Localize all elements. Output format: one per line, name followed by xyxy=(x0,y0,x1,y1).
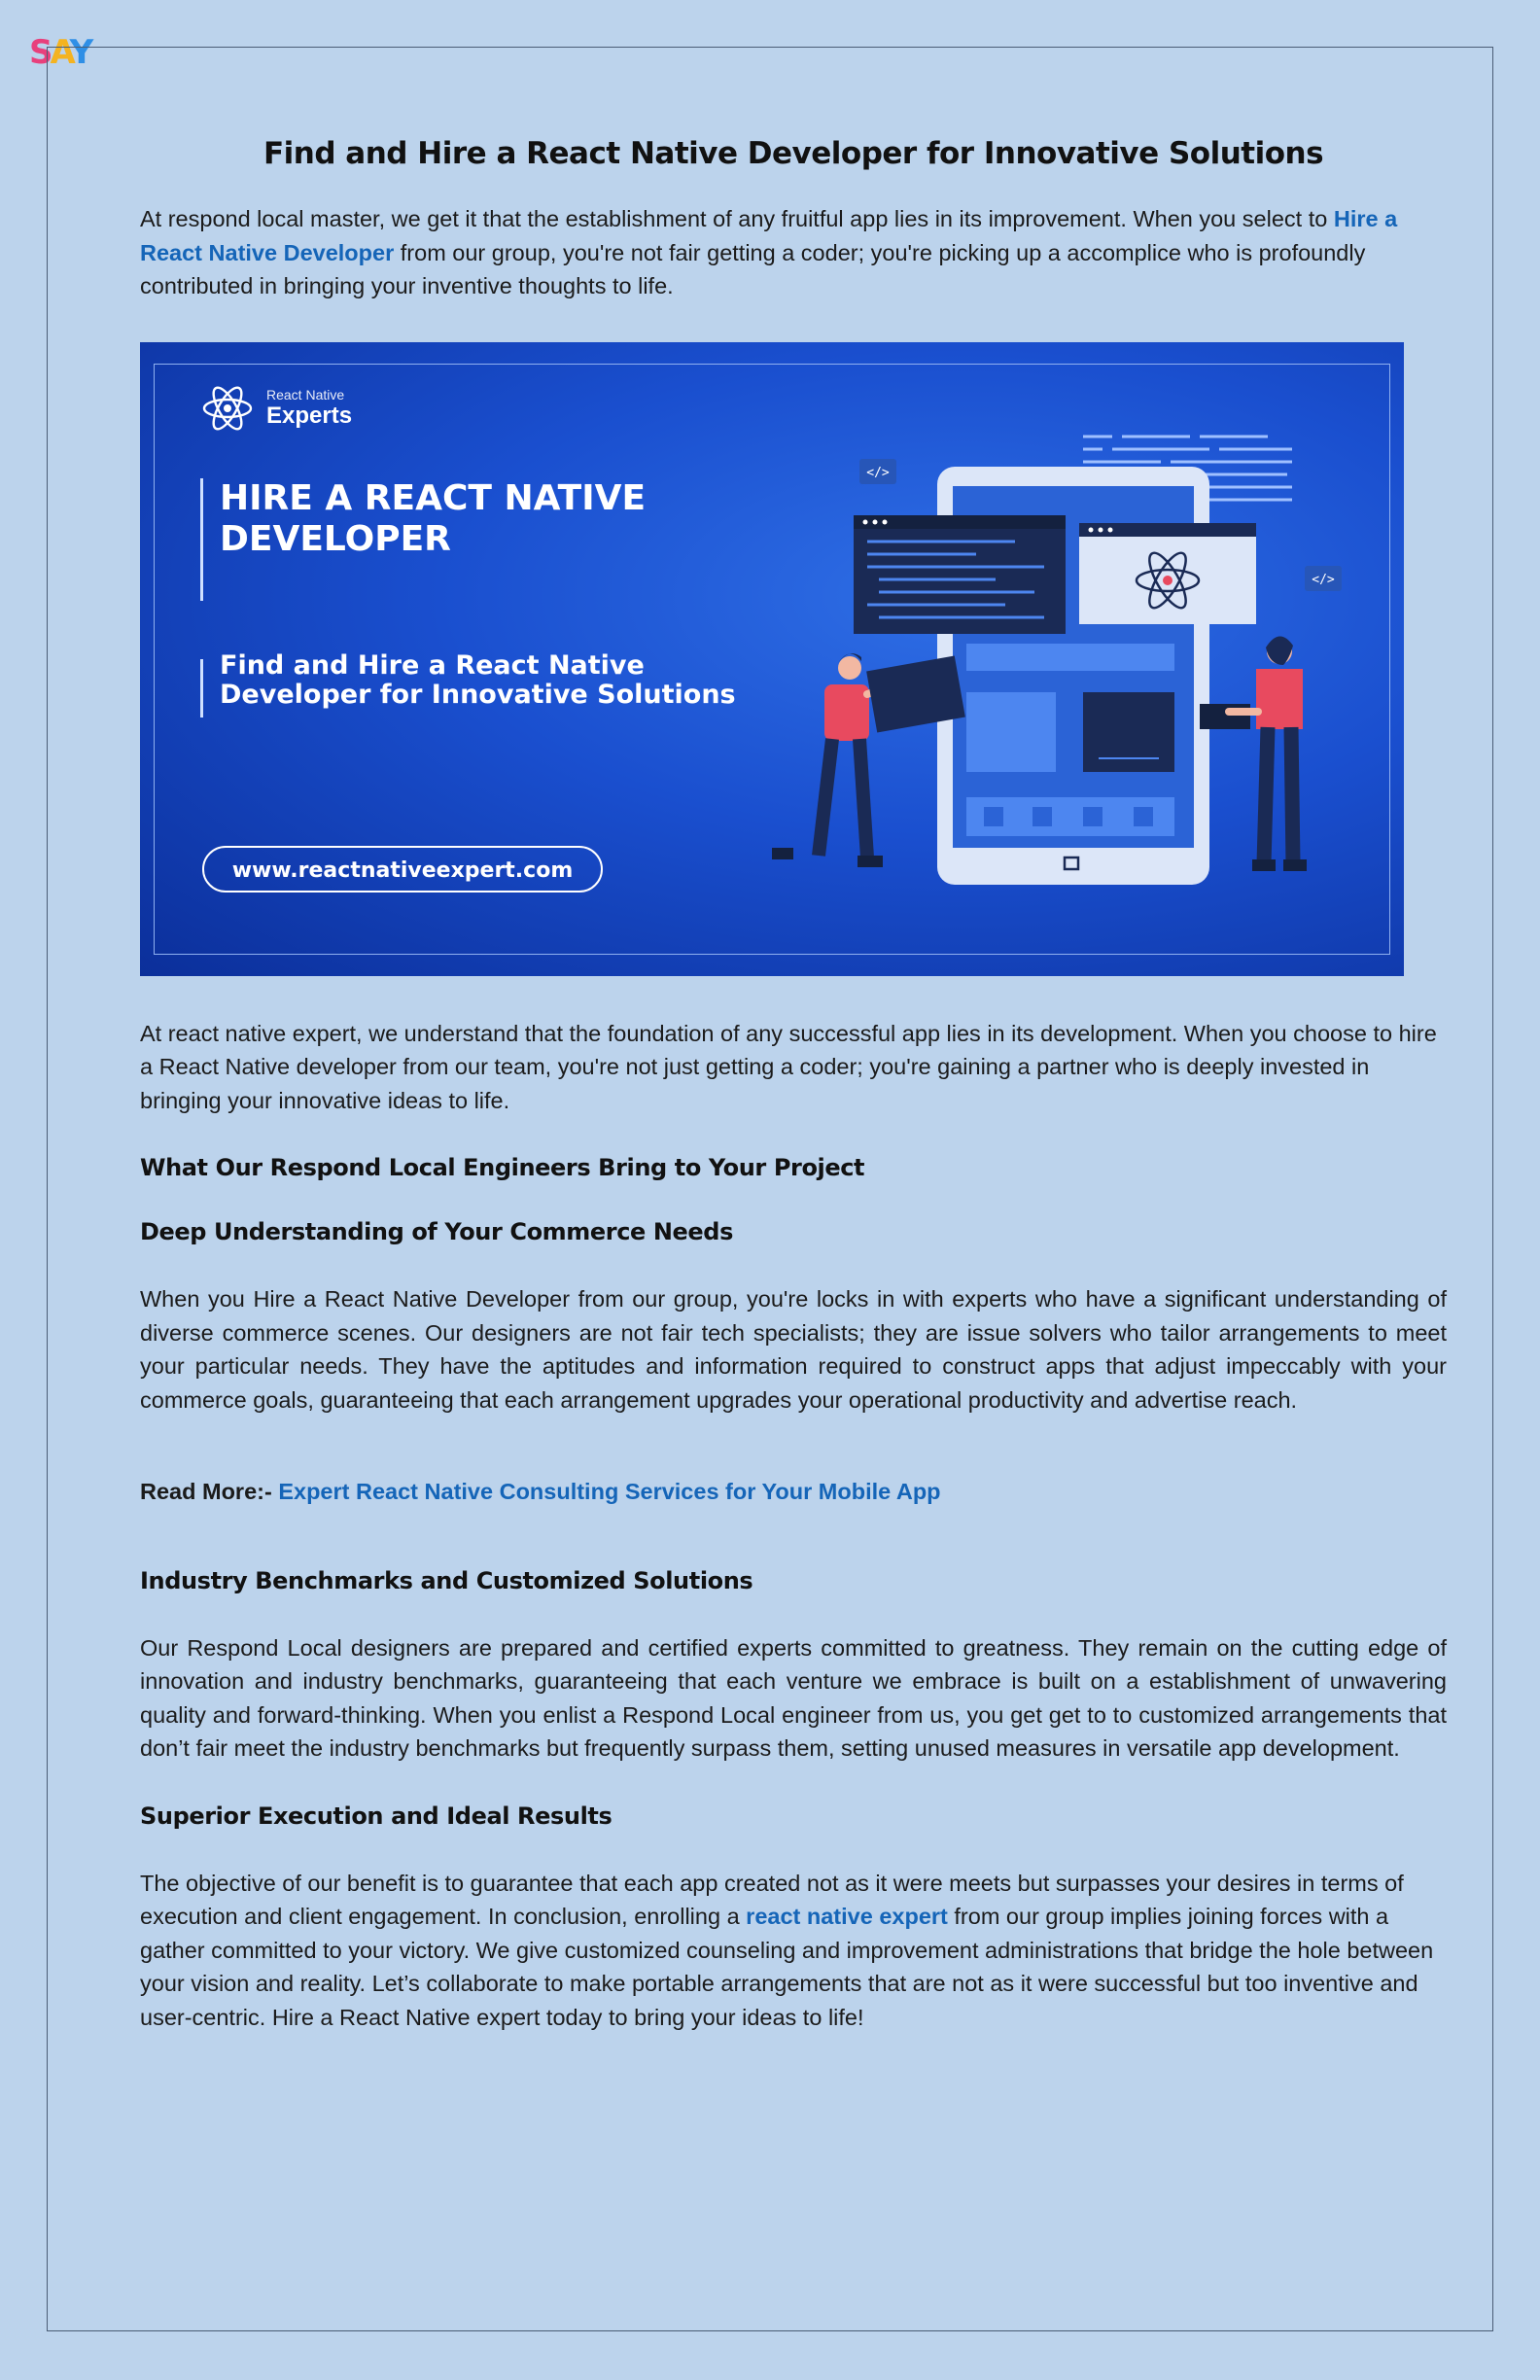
intro-text-start: At respond local master, we get it that the establishment of any fruitful app lies in its improvement. When you select to xyxy=(140,206,1334,231)
read-more-label: Read More:- xyxy=(140,1479,279,1504)
banner-headline-line2: DEVELOPER xyxy=(220,518,451,559)
logo-letter-s: S xyxy=(29,33,51,72)
logo-letter-a: A xyxy=(50,33,70,72)
banner-url-pill: www.reactnativeexpert.com xyxy=(202,846,603,892)
commerce-paragraph: When you Hire a React Native Developer from our group, you're locks in with experts who have a significant understanding of diverse commerce scenes. Our designers are not fair tech specialists; they are issue solvers who tailor arrangements to meet your particular needs. They have the aptitudes and information required to construct apps that adjust impeccably with your commerce goals, guaranteeing that each arrangement upgrades your operational productivity and advertise reach. xyxy=(140,1286,1447,1413)
page-title: Find and Hire a React Native Developer for Innovative Solutions xyxy=(262,136,1324,171)
execution-text-end: from our group implies joining forces with a gather committed to your victory. We give customized counseling and improvement administrations that bridge the hole between your vision and reality. Let’s collaborate to make portable arrangements that are not as it were successful but too inventive and user-centric. Hire a React Native expert today to bring your ideas to life! xyxy=(140,1904,1434,2030)
execution-paragraph xyxy=(140,1867,1447,2035)
section-heading-engineers: What Our Respond Local Engineers Bring to Your Project xyxy=(140,1154,865,1181)
brand-small-text: React Native xyxy=(266,386,345,402)
developer-illustration xyxy=(140,342,1404,976)
banner-subline-line1: Find and Hire a React Native xyxy=(220,649,645,681)
react-window xyxy=(1079,523,1256,624)
about-paragraph: At react native expert, we understand that the foundation of any successful app lies in its development. When you choose to hire a React Native developer from our team, you're not just getting a coder; you're gaining a partner who is deeply invested in bringing your innovative ideas to life. xyxy=(140,1020,1437,1113)
intro-paragraph xyxy=(140,202,1447,303)
brand-big-text: Experts xyxy=(266,402,353,429)
section-heading-benchmarks: Industry Benchmarks and Customized Solutions xyxy=(140,1566,753,1594)
logo-letter-y: Y xyxy=(69,33,91,72)
hire-developer-link[interactable]: Hire a React Native Developer xyxy=(140,206,1398,265)
developer-person-right xyxy=(1200,636,1307,871)
article xyxy=(140,136,1447,2034)
code-tag-right: </> xyxy=(1312,572,1335,587)
hero-banner-image xyxy=(140,342,1404,976)
read-more-line xyxy=(140,1475,1447,1509)
banner-subline-line2: Developer for Innovative Solutions xyxy=(220,679,736,710)
intro-text-end: from our group, you're not fair getting a coder; you're picking up a accomplice who is profoundly contributed in bringing your inventive thoughts to life. xyxy=(140,239,1366,298)
developer-person-left xyxy=(772,653,965,867)
banner-headline-line1: HIRE A REACT NATIVE xyxy=(220,477,647,518)
section-heading-execution: Superior Execution and Ideal Results xyxy=(140,1802,612,1830)
execution-text-start: The objective of our benefit is to guarantee that each app created not as it were meets but surpasses your desires in terms of execution and client engagement. In conclusion, enrolling a xyxy=(140,1870,1404,1929)
react-native-expert-link[interactable]: react native expert xyxy=(746,1904,948,1929)
benchmarks-paragraph: Our Respond Local designers are prepared and certified experts committed to greatness. They remain on the cutting edge of innovation and industry benchmarks, guaranteeing that each venture we embrace is built on a establishment of unwavering quality and forward-thinking. When you enlist a Respond Local engineer from us, you get get to to customized arrangements that don’t fair meet the industry benchmarks but frequently surpass them, setting unused measures in versatile app development. xyxy=(140,1634,1447,1761)
consulting-services-link[interactable]: Expert React Native Consulting Services for Your Mobile App xyxy=(278,1479,941,1504)
section-heading-commerce: Deep Understanding of Your Commerce Needs xyxy=(140,1218,733,1245)
code-tag-left: </> xyxy=(866,465,890,480)
